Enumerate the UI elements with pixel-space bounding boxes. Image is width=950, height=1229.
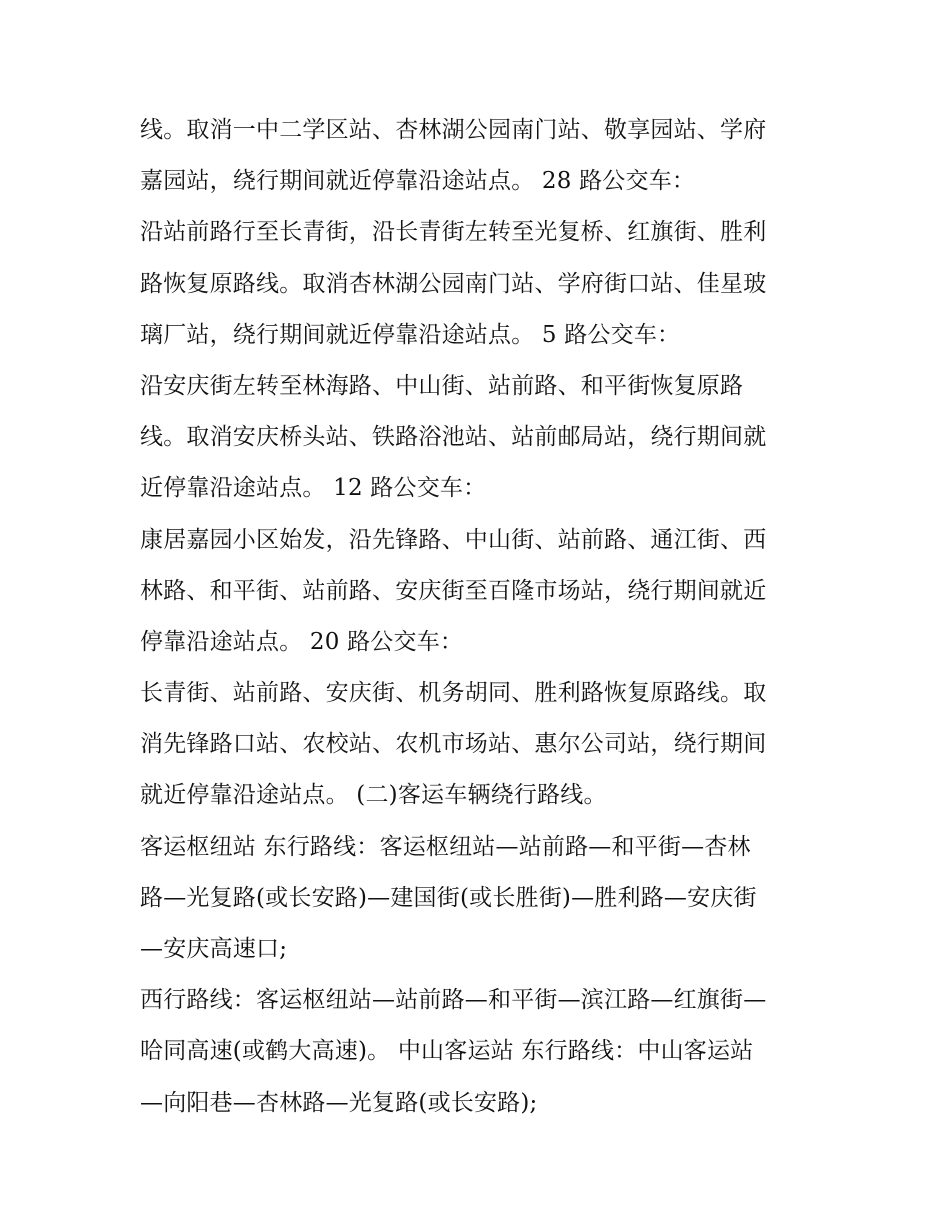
text-line: 客运枢纽站 东行路线：客运枢纽站—站前路—和平街—杏林 [140,833,751,860]
text-line: 西行路线：客运枢纽站—站前路—和平街—滨江路—红旗街— [140,987,767,1014]
text-line: —向阳巷—杏林路—光复路(或长安路); [140,1089,538,1116]
text-line: 就近停靠沿途站点。 (二)客运车辆绕行路线。 [140,782,607,809]
text-line: 沿安庆街左转至林海路、中山街、站前路、和平街恢复原路 [140,372,744,399]
text-line: 康居嘉园小区始发，沿先锋路、中山街、站前路、通江街、西 [140,526,767,553]
text-line: 哈同高速(或鹤大高速)。 中山客运站 东行路线：中山客运站 [140,1038,754,1065]
text-line: 近停靠沿途站点。 12 路公交车： [140,475,487,502]
text-line: 路恢复原路线。取消杏林湖公园南门站、学府街口站、佳星玻 [140,270,767,297]
text-line: 林路、和平街、站前路、安庆街至百隆市场站，绕行期间就近 [140,577,767,604]
document-body [140,105,820,1129]
text-line: 璃厂站，绕行期间就近停靠沿途站点。 5 路公交车： [140,321,681,348]
text-line: 线。取消一中二学区站、杏林湖公园南门站、敬享园站、学府 [140,117,767,143]
text-line: —安庆高速口; [140,936,288,962]
text-line: 线。取消安庆桥头站、铁路浴池站、站前邮局站，绕行期间就 [140,424,767,451]
text-line: 沿站前路行至长青街，沿长青街左转至光复桥、红旗街、胜利 [140,219,767,246]
text-line: 路—光复路(或长安路)—建国街(或长胜街)—胜利路—安庆街 [140,884,757,911]
text-line: 嘉园站，绕行期间就近停靠沿途站点。 28 路公交车： [140,168,696,195]
text-line: 停靠沿途站点。 20 路公交车： [140,628,464,655]
text-line: 长青街、站前路、安庆街、机务胡同、胜利路恢复原路线。取 [140,680,767,707]
text-line: 消先锋路口站、农校站、农机市场站、惠尔公司站，绕行期间 [140,731,767,758]
